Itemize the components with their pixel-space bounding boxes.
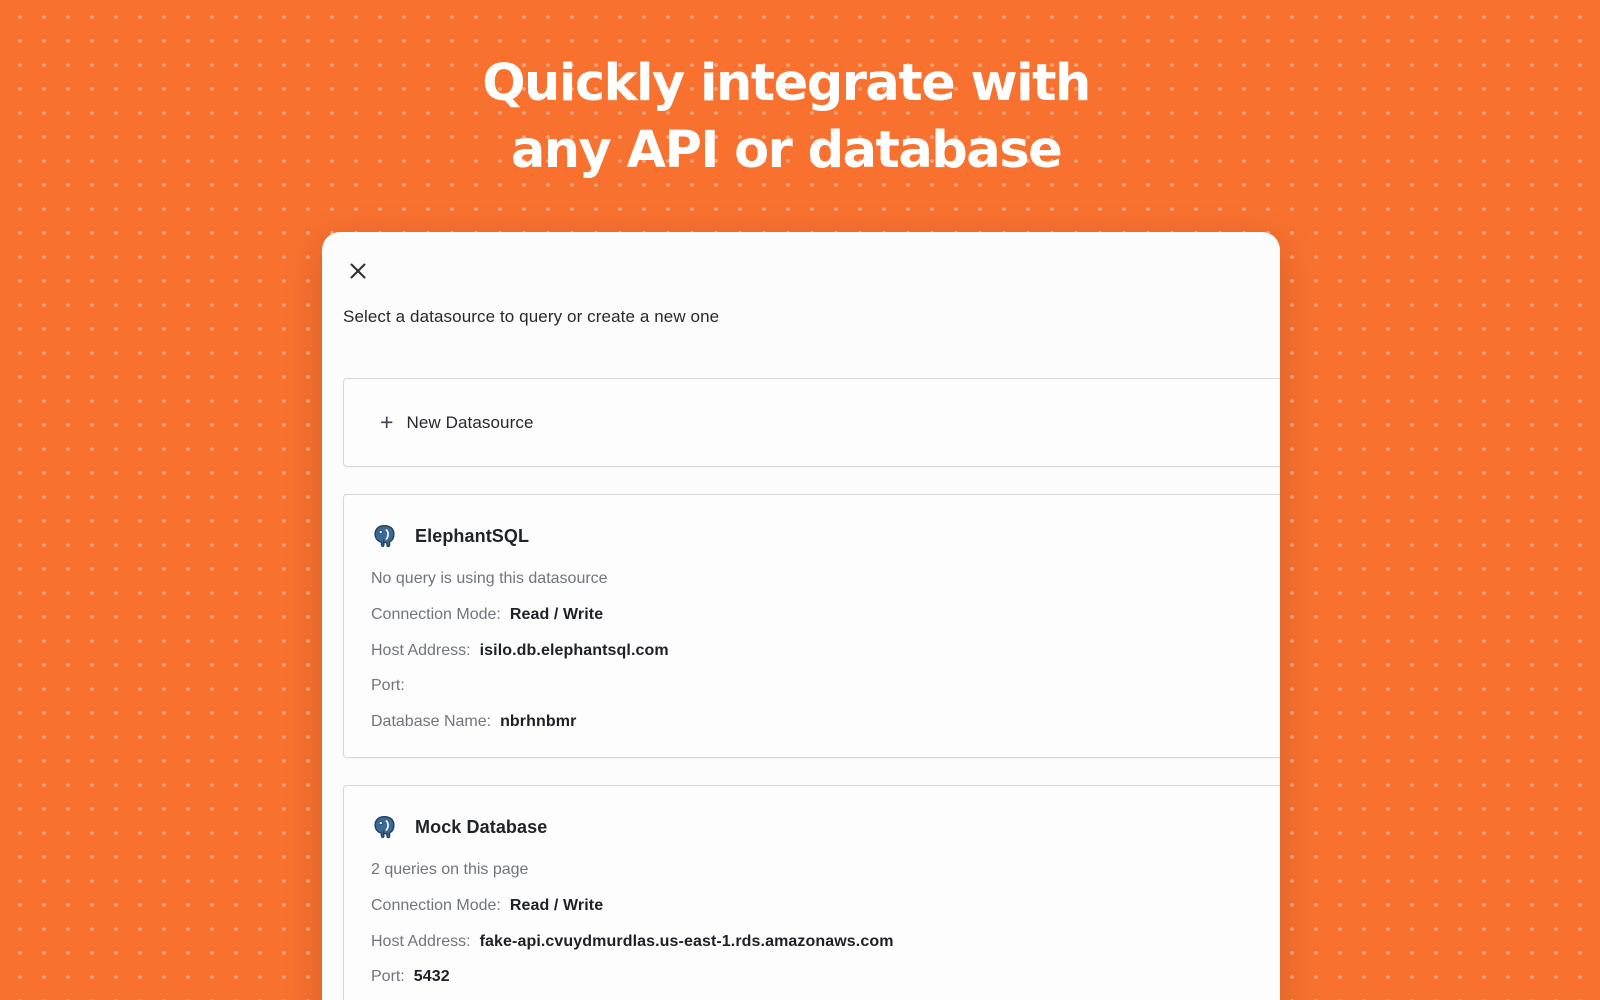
- datasource-card-header: [371, 523, 1280, 550]
- host-address-row: [371, 633, 1280, 669]
- row-label: Port:: [371, 677, 405, 695]
- datasource-name: Mock Database: [415, 816, 548, 837]
- plus-icon: +: [380, 409, 394, 435]
- row-label: Host Address:: [371, 932, 471, 950]
- port-row: [371, 959, 1280, 995]
- row-value: Read / Write: [509, 605, 604, 623]
- row-value: nbrhnbmr: [500, 713, 577, 731]
- host-address-row: [371, 924, 1280, 960]
- row-label: Connection Mode:: [371, 605, 501, 623]
- datasource-name: ElephantSQL: [415, 526, 530, 546]
- datasource-details: [371, 561, 1280, 740]
- row-value: 5432: [413, 968, 450, 986]
- hero-heading-line1: Quickly integrate with: [482, 54, 1090, 113]
- hero-heading: [0, 50, 1572, 184]
- row-label: Port:: [371, 968, 405, 986]
- datasource-card-mock-database[interactable]: [343, 785, 1280, 1000]
- row-value: Read / Write: [509, 896, 604, 914]
- row-label: Connection Mode:: [371, 896, 501, 914]
- connection-mode-row: [371, 597, 1280, 633]
- close-icon: [348, 269, 368, 284]
- row-value: fake-api.cvuydmurdlas.us-east-1.rds.amazonaws.com: [479, 932, 894, 950]
- new-datasource-button[interactable]: [343, 378, 1280, 467]
- datasource-card-elephantsql[interactable]: [343, 494, 1280, 758]
- connection-mode-row: [371, 888, 1280, 924]
- modal-title: Select a datasource to query or create a new one: [343, 307, 720, 326]
- database-name-row: [371, 704, 1280, 740]
- datasource-modal: [322, 232, 1280, 1000]
- datasource-card-header: [371, 814, 1280, 841]
- new-datasource-label: New Datasource: [406, 412, 534, 432]
- datasource-details: [371, 852, 1280, 995]
- postgresql-elephant-icon: [371, 523, 398, 550]
- postgresql-elephant-icon: [371, 814, 398, 841]
- hero-heading-line2: any API or database: [510, 121, 1062, 180]
- close-button[interactable]: [345, 258, 371, 284]
- row-label: Host Address:: [371, 641, 471, 659]
- row-label: Database Name:: [371, 713, 492, 731]
- row-value: isilo.db.elephantsql.com: [479, 641, 669, 659]
- datasource-usage: 2 queries on this page: [371, 860, 529, 878]
- datasource-usage: No query is using this datasource: [371, 570, 608, 587]
- port-row: [371, 668, 1280, 704]
